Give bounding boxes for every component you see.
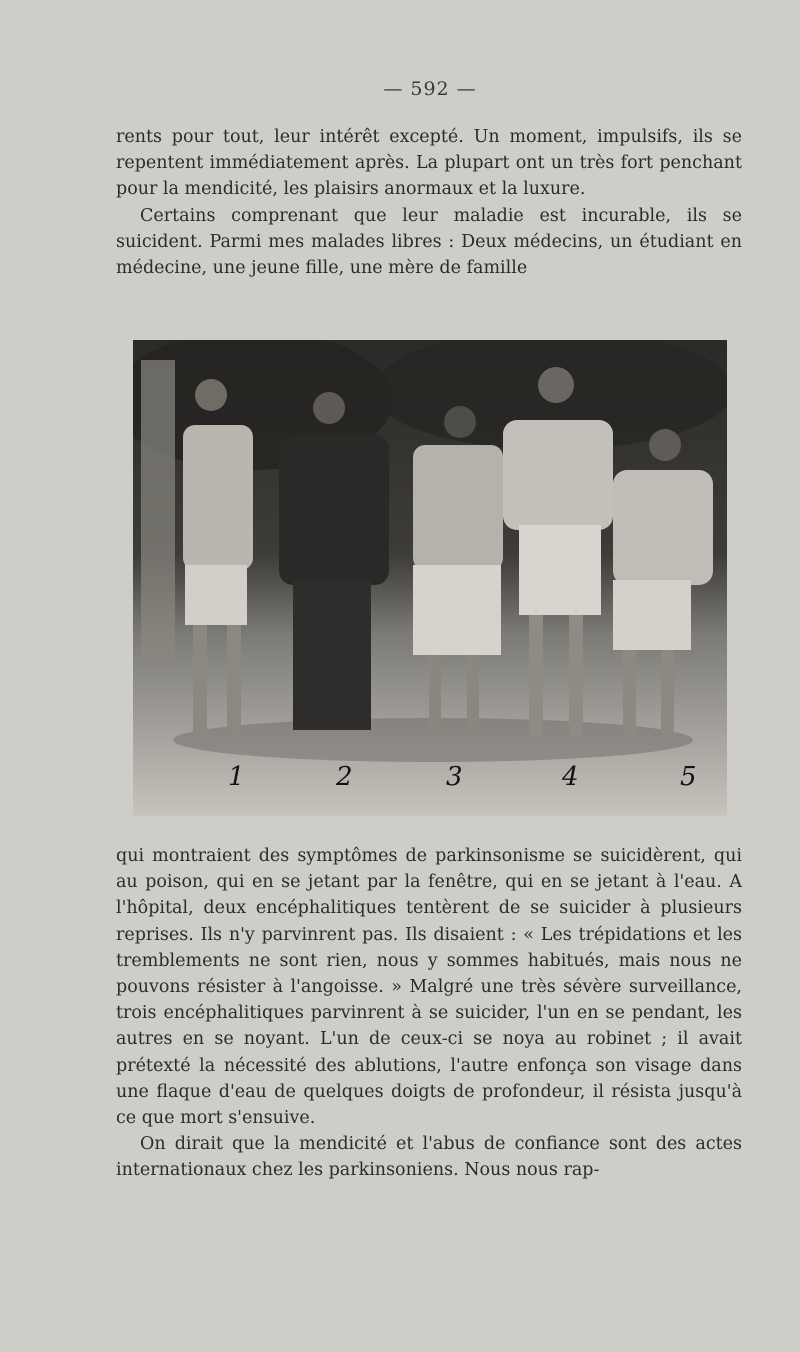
photograph-illustration — [133, 340, 727, 816]
figure-label-2: 2 — [336, 762, 353, 792]
text-block-top — [116, 124, 742, 281]
figure-label-4: 4 — [562, 762, 579, 792]
page-number: — 592 — — [383, 78, 477, 100]
paragraph: On dirait que la mendicité et l'abus de confiance sont des actes internationaux chez les parkinsoniens. Nous nous rap- — [116, 1134, 742, 1181]
text-block-bottom — [116, 843, 742, 1184]
paragraph: qui montraient des symptômes de parkinsonisme se suicidèrent, qui au poison, qui en se jetant par la fenêtre, qui en se jetant à l'eau. A l'hôpital, deux encéphalitiques tentèrent de se suicider à plusieurs reprises. Ils n'y parvinrent pas. Ils disaient : « Les trépidations et les tremblements ne sont rien, nous y sommes habitués, mais nous ne pouvons résister à l'angoisse. » Malgré une très sévère surveillance, trois encéphalitiques parvinrent à se suicider, l'un en se pendant, les autres en se noyant. L'un de ceux-ci se noya au robinet ; il avait prétexté la nécessité des ablutions, l'autre enfonça son visage dans une flaque d'eau de quelques doigts de profondeur, il résista jusqu'à ce que mort s'ensuive. — [116, 846, 742, 1129]
paragraph: rents pour tout, leur intérêt excepté. Un moment, impulsifs, ils se repentent immédiatement après. La plupart ont un très fort penchant pour la mendicité, les plaisirs anormaux et la luxure. — [116, 127, 742, 200]
figure-label-5: 5 — [680, 762, 697, 792]
figure-label-1: 1 — [228, 762, 245, 792]
photograph-five-patients — [133, 340, 727, 816]
paragraph: Certains comprenant que leur maladie est incurable, ils se suicident. Parmi mes malades libres : Deux médecins, un étudiant en médecine, une jeune fille, une mère de famille — [116, 205, 742, 279]
figure-label-3: 3 — [446, 762, 463, 792]
